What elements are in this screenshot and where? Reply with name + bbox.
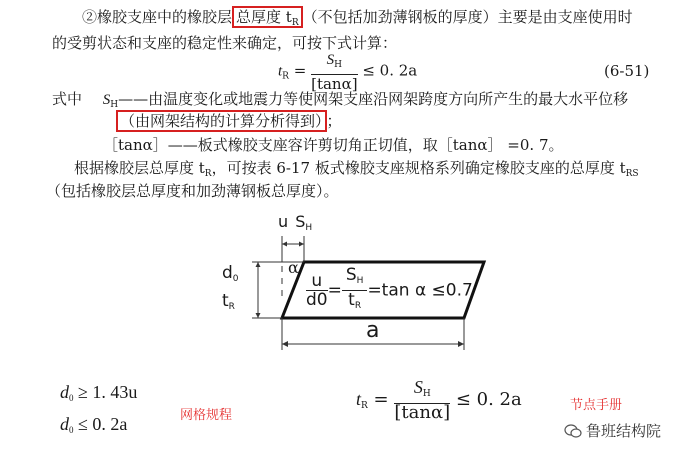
cond-d2 xyxy=(60,414,127,435)
inner-d: d0 xyxy=(306,290,328,310)
dim-d-arrow-t xyxy=(256,262,261,267)
para2a-sub: R xyxy=(204,169,212,179)
d2-sym: d xyxy=(60,414,69,434)
para2a-sub2: RS xyxy=(625,169,639,179)
formula-node-manual xyxy=(356,378,522,422)
dim-u-arrow-l xyxy=(282,242,287,247)
inner-rest: =tan α ≤0.7 xyxy=(367,280,473,301)
f2-num xyxy=(394,378,450,404)
f2-eq: = xyxy=(373,389,389,410)
d1-rel: ≥ 1. 43u xyxy=(78,382,138,402)
cond-d1 xyxy=(60,382,137,403)
where-sym-sub: H xyxy=(110,100,119,110)
d2-rel: ≤ 0. 2a xyxy=(78,414,128,434)
f1-num-sub: H xyxy=(334,60,342,70)
label-grid-code: 网格规程 xyxy=(180,408,233,423)
diagram-top-labels xyxy=(278,212,312,233)
inner-s-sub: H xyxy=(356,276,364,286)
watermark xyxy=(564,420,661,441)
inner-t: t xyxy=(348,290,355,310)
where1b-post: ； xyxy=(326,112,342,130)
where-text: ——由温度变化或地震力等使网架支座沿网架跨度方向所产生的最大水平位移 xyxy=(118,90,629,108)
where-label: 式中 xyxy=(52,90,83,108)
line1-pre: ②橡胶支座中的橡胶层 xyxy=(82,8,233,26)
label-a: a xyxy=(366,318,380,343)
diagram-inner-formula xyxy=(306,266,473,315)
inner-frac-2 xyxy=(342,266,368,315)
dim-a-arrow-r xyxy=(458,341,464,347)
label-node-manual: 节点手册 xyxy=(570,398,623,413)
where-sym: S xyxy=(102,92,111,108)
label-u: u xyxy=(278,212,289,231)
f2-den: [tanα] xyxy=(394,402,451,423)
inner-frac-1 xyxy=(306,272,328,309)
inner-s: S xyxy=(345,265,357,285)
label-sh-sub: H xyxy=(305,223,313,233)
f1-rel: ≤ 0. 2a xyxy=(362,61,418,80)
left-d-sub: 0 xyxy=(232,274,239,284)
d2-sub: 0 xyxy=(69,425,74,435)
diagram-left-labels xyxy=(222,262,239,318)
wechat-icon xyxy=(564,424,582,438)
left-t-sym: t xyxy=(222,291,229,311)
f1-lhs: t xyxy=(278,63,283,80)
watermark-text: 鲁班结构院 xyxy=(586,422,662,440)
left-d xyxy=(222,262,239,290)
left-d-sym: d xyxy=(222,263,233,283)
text-line-para2b: （包括橡胶层总厚度和加劲薄钢板总厚度）。 xyxy=(46,182,339,200)
d1-sym: d xyxy=(60,382,69,402)
f1-eq: = xyxy=(293,61,307,80)
dim-a-arrow-l xyxy=(282,341,288,347)
f2-rel: ≤ 0. 2a xyxy=(455,389,522,410)
dim-d-arrow-b xyxy=(256,313,261,318)
f2-num-s: S xyxy=(413,377,423,397)
inner-s-wrap xyxy=(342,266,368,291)
where-line-2: ［tanα］——板式橡胶支座容许剪切角正切值，取［tanα］ =0. 7。 xyxy=(103,136,564,154)
f2-fraction xyxy=(394,378,450,422)
f2-num-sub: H xyxy=(422,389,431,399)
left-t xyxy=(222,290,239,318)
label-sh: S xyxy=(295,212,306,231)
inner-u: u xyxy=(306,272,328,291)
f2-lhs: t xyxy=(356,389,362,409)
analysis-box: （由网架结构的计算分析得到） xyxy=(116,110,327,132)
para2a-text: 根据橡胶层总厚度 t xyxy=(74,159,205,177)
equation-number: (6-51) xyxy=(604,62,650,80)
alpha-label: α xyxy=(288,258,299,277)
f1-num-s: S xyxy=(326,52,335,68)
dim-u-arrow-r xyxy=(299,242,304,247)
line1-boxed-sub: R xyxy=(291,18,299,28)
inner-eq: = xyxy=(327,280,342,301)
f1-den: [tanα] xyxy=(311,75,358,93)
line1-post: （不包括加劲薄钢板的厚度）主要是由支座使用时 xyxy=(302,8,633,26)
inner-t-wrap xyxy=(342,291,368,315)
line1-boxed: 总厚度 t xyxy=(236,8,292,26)
left-t-sub: R xyxy=(228,302,235,312)
f2-lhs-sub: R xyxy=(361,401,368,411)
d1-sub: 0 xyxy=(69,393,74,403)
f1-lhs-sub: R xyxy=(282,71,289,82)
text-line-2: 的受剪状态和支座的稳定性来确定，可按下式计算： xyxy=(52,34,398,52)
para2a-mid: ，可按表 6-17 板式橡胶支座规格系列确定橡胶支座的总厚度 t xyxy=(211,159,626,177)
inner-t-sub: R xyxy=(354,301,362,311)
